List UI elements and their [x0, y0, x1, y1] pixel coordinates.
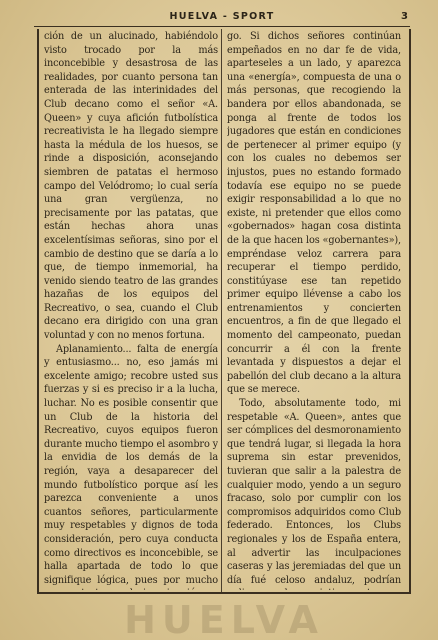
- footer-watermark: HUELVA: [124, 598, 324, 634]
- publication-title: HUELVA - SPORT: [169, 11, 275, 22]
- right-column: [227, 30, 401, 590]
- page-footer: [37, 592, 411, 634]
- left-paragraph-1: ción de un alucinado, habiéndolo visto trocado por la más inconcebible y desastrosa de las realidades, por cuanto persona tan enterada de las interinidades del Club decano como el señor «A. Queen» y cuya afición futbolística recreativista le ha llegado siempre hasta la médula de los huesos, se rinde a disposición, aconsejando siembren de patatas el hermoso campo del Velódromo; lo cual sería una gran vergüenza, no precisamente por las patatas, que están hechas ahora unas excelentísimas señoras, sino por el cambio de destino que se daría a lo que, de tiempo inmemorial, ha venido siendo teatro de las grandes hazañas de los equipos del Recreativo, o sea, cuando el Club decano era dirigido con una gran voluntad y con no menos fortuna.: [44, 31, 218, 342]
- header-rule: [34, 26, 410, 27]
- right-paragraph-2: Todo, absolutamente todo, mi respetable «A. Queen», antes que ser cómplices del desmoronamiento que tendrá lugar, si llegada la hora suprema sin estar prevenidos, tuvieran que salir a la palestra de cualquier modo, yendo a un seguro fracaso, solo por cumplir con los compromisos adquiridos como Club federado. Entonces, los Clubs regionales y los de España entera, al advertir las inculpaciones caseras y las jeremiadas del que un día fué celoso andaluz, podrían: [227, 398, 401, 586]
- page-header: [34, 5, 410, 27]
- left-column: [44, 30, 218, 590]
- left-paragraph-2: Aplanamiento... falta de energía y entusiasmo... no, eso jamás mi excelente amigo; recobre usted sus fuerzas y si es preciso ir a la lucha, luchar. No es posible consentir que un Club de la historia del Recreativo, cuyos equipos fueron durante mucho tiempo el asombro y la envidia de los demás de la región, vaya a desaparecer del mundo futbolístico porque así les parezca conveniente a unos cuantos señores, particularmente muy respetables y dignos de toda consideración, pero cuya conducta como directivos es inconcebible, se halla apartada de todo lo que signifique lógica, pues por mucho: [44, 343, 218, 586]
- page-number: 3: [401, 11, 408, 22]
- column-divider: [221, 29, 222, 592]
- right-paragraph-1: go. Si dichos señores continúan empeñados en no dar fe de vida, aparteseles a un lado, y aparezca una «energía», compuesta de una o más personas, que recogiendo la bandera por ellos abandonada, se ponga al frente de todos los jugadores que están en condiciones de pertenecer al primer equipo (y con los cuales no debemos ser injustos, pues no estando formado todavía ese equipo no se puede exigir responsabilidad a lo que no existe, ni pretender que ellos como «gobernados» hagan cosa distinta de la que hacen los «gobernantes»), empréndase veloz carrera para recuperar el tiempo perdido, constitúyase ese tan repetido primer equipo llévense a cabo los entrenamientos y concierten encuentros, a fin de que llegado el momento del campeonato, puedan concurrir a él con la frente levantada y dispuestos a dejar el pabellón del club decano a la altura que se merece.: [227, 31, 401, 396]
